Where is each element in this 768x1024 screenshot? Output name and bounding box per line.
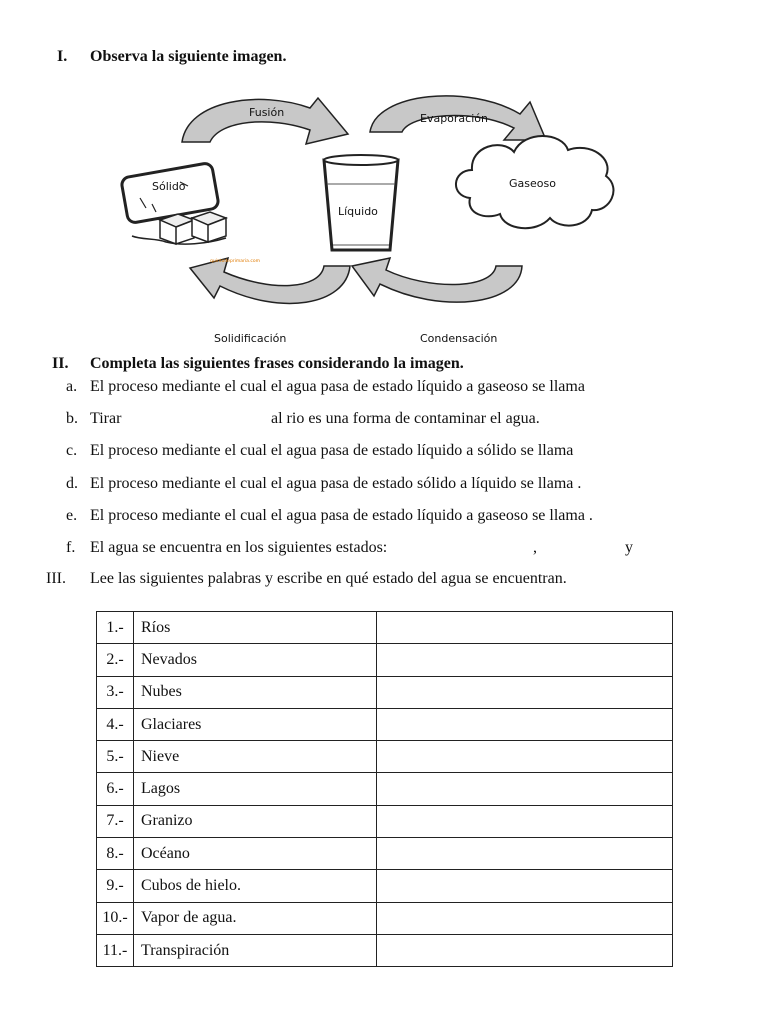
condensation-arrow-icon — [352, 258, 522, 302]
row-word: Transpiración — [134, 934, 377, 966]
glass-of-water-icon — [324, 155, 398, 250]
row-answer-blank[interactable] — [377, 838, 673, 870]
row-answer-blank[interactable] — [377, 741, 673, 773]
item-b-text-before: Tirar — [90, 410, 122, 427]
row-answer-blank[interactable] — [377, 612, 673, 644]
table-row — [97, 741, 673, 773]
item-b-letter: b. — [66, 410, 78, 427]
item-f-separator-y: y — [625, 539, 633, 556]
row-answer-blank[interactable] — [377, 870, 673, 902]
section-2-title: Completa las siguientes frases considerando la imagen. — [90, 355, 464, 372]
item-f-separator-comma: , — [533, 539, 537, 556]
label-solidificacion: Solidificación — [214, 332, 287, 345]
water-states-table — [96, 611, 673, 967]
item-c-letter: c. — [66, 442, 78, 459]
row-number: 2.- — [97, 644, 134, 676]
row-word: Nevados — [134, 644, 377, 676]
table-row — [97, 934, 673, 966]
row-word: Nubes — [134, 676, 377, 708]
item-e-letter: e. — [66, 507, 78, 524]
label-liquido: Líquido — [338, 205, 378, 218]
label-gaseoso: Gaseoso — [509, 177, 556, 190]
row-word: Granizo — [134, 805, 377, 837]
row-number: 5.- — [97, 741, 134, 773]
section-3-numeral: III. — [46, 570, 66, 587]
table-row — [97, 612, 673, 644]
item-c-text: El proceso mediante el cual el agua pasa de estado líquido a sólido se llama — [90, 442, 574, 459]
row-word: Glaciares — [134, 708, 377, 740]
item-d-letter: d. — [66, 475, 78, 492]
fusion-arrow-icon — [182, 98, 348, 144]
solidification-arrow-icon — [190, 258, 350, 303]
item-f-letter: f. — [66, 539, 76, 556]
row-number: 1.- — [97, 612, 134, 644]
item-a-letter: a. — [66, 378, 78, 395]
item-f-text: El agua se encuentra en los siguientes estados: — [90, 539, 388, 556]
section-3-title: Lee las siguientes palabras y escribe en qué estado del agua se encuentran. — [90, 570, 567, 587]
row-number: 3.- — [97, 676, 134, 708]
table-row — [97, 805, 673, 837]
row-answer-blank[interactable] — [377, 773, 673, 805]
table-row — [97, 676, 673, 708]
row-word: Nieve — [134, 741, 377, 773]
row-answer-blank[interactable] — [377, 805, 673, 837]
row-answer-blank[interactable] — [377, 934, 673, 966]
section-2-numeral: II. — [52, 355, 69, 372]
item-d-text: El proceso mediante el cual el agua pasa de estado sólido a líquido se llama . — [90, 475, 582, 492]
row-number: 9.- — [97, 870, 134, 902]
row-word: Ríos — [134, 612, 377, 644]
label-condensacion: Condensación — [420, 332, 498, 345]
table-row — [97, 644, 673, 676]
table-row — [97, 773, 673, 805]
label-fusion: Fusión — [249, 106, 285, 119]
label-evaporacion: Evaporación — [420, 112, 488, 125]
item-e-text: El proceso mediante el cual el agua pasa de estado líquido a gaseoso se llama . — [90, 507, 593, 524]
item-a-text: El proceso mediante el cual el agua pasa de estado líquido a gaseoso se llama — [90, 378, 585, 395]
row-answer-blank[interactable] — [377, 644, 673, 676]
row-number: 6.- — [97, 773, 134, 805]
row-number: 11.- — [97, 934, 134, 966]
table-row — [97, 838, 673, 870]
section-1-title: Observa la siguiente imagen. — [90, 48, 287, 65]
item-b-text-after: al rio es una forma de contaminar el agua. — [271, 410, 540, 427]
table-row — [97, 708, 673, 740]
row-answer-blank[interactable] — [377, 676, 673, 708]
diagram-watermark: quintodeprimaria.com — [210, 259, 260, 264]
row-word: Vapor de agua. — [134, 902, 377, 934]
row-number: 4.- — [97, 708, 134, 740]
table-row — [97, 870, 673, 902]
row-number: 7.- — [97, 805, 134, 837]
section-1-numeral: I. — [57, 48, 68, 65]
table-row — [97, 902, 673, 934]
row-number: 8.- — [97, 838, 134, 870]
row-answer-blank[interactable] — [377, 902, 673, 934]
row-number: 10.- — [97, 902, 134, 934]
label-solido: Sólido — [152, 180, 186, 193]
row-word: Lagos — [134, 773, 377, 805]
row-answer-blank[interactable] — [377, 708, 673, 740]
row-word: Cubos de hielo. — [134, 870, 377, 902]
row-word: Océano — [134, 838, 377, 870]
